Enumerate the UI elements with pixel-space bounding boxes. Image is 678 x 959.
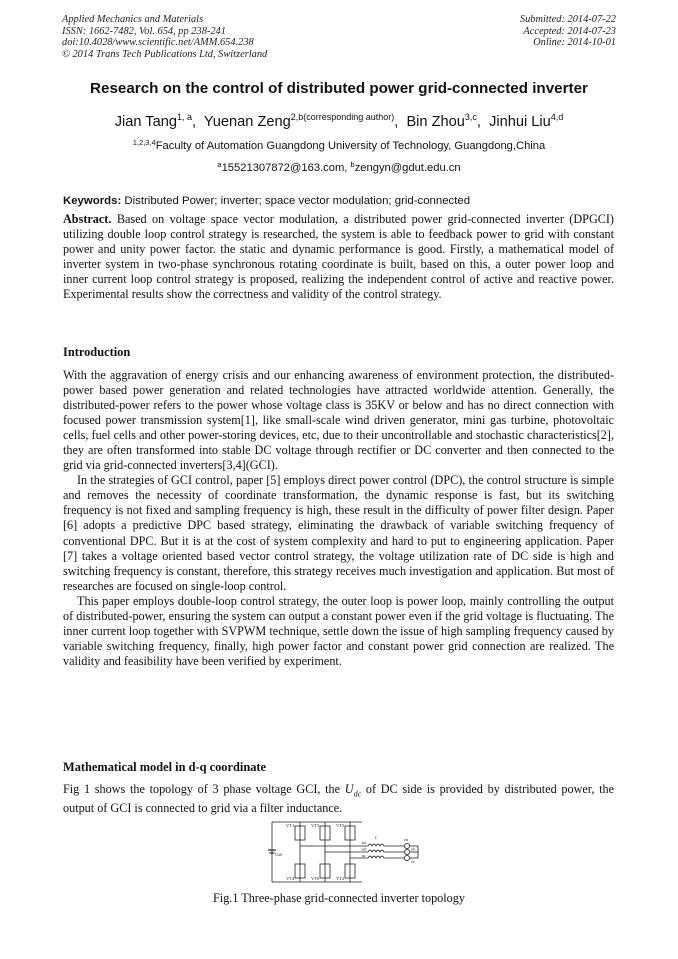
math-text-before: Fig 1 shows the topology of 3 phase voltage GCI, the <box>63 782 345 796</box>
author-affil-mark: 4,d <box>550 112 564 122</box>
paragraph: This paper employs double-loop control strategy, the outer loop is power loop, mainly controlling the output of distributed-power, ensuring the system can output a constant power even if the grid voltage is fluctuating. The inner current loop together with SVPWM technique, settle down the issue of high sampling frequency caused by variable switching frequency, finally, high power factor and constant power grid connection are realized. The validity and feasibility have been verified by experiment. <box>63 593 614 668</box>
author-affil-mark: 2,b(corresponding author) <box>290 112 395 122</box>
label-ua: ua <box>362 840 367 845</box>
author-name: Jian Tang <box>114 114 177 130</box>
introduction-body <box>63 368 614 669</box>
label-vt6: VT6 <box>311 876 320 881</box>
abstract <box>63 212 614 302</box>
label-vt1: VT1 <box>286 823 295 828</box>
author-name: Yuenan Zeng <box>203 114 291 130</box>
abstract-label: Abstract. <box>63 212 112 226</box>
author-affil-mark: 1, a <box>176 112 192 122</box>
section-heading-introduction: Introduction <box>63 345 131 359</box>
label-ub: ub <box>362 846 367 852</box>
abstract-text: Based on voltage space vector modulation, a distributed power grid-connected inverter (DPGCI) utilizing double loop control strategy is researched, the system is able to feedback power to grid with constant power and unity power factor. the static and dynamic performance is good. Firstly, a mathematical model of inverter system in two-phase synchronous rotating coordinate is built, based on this, a outer power loop and inner current loop control strategy is proposed, realizing the independent control of active and reactive power. Experimental results show the correctness and validity of the control strategy. <box>63 212 614 302</box>
section-heading-math-model: Mathematical model in d-q coordinate <box>63 760 267 774</box>
email-b: zengyn@gdut.edu.cn <box>354 162 461 174</box>
copyright-line: © 2014 Trans Tech Publications Ltd, Switzerland <box>62 48 268 60</box>
label-vt3: VT3 <box>311 823 320 828</box>
label-uc: uc <box>362 853 367 858</box>
keywords-label: Keywords: <box>63 195 122 207</box>
grid-source-c <box>404 855 409 860</box>
label-l: L <box>375 835 378 840</box>
label-eb: eb <box>411 846 416 852</box>
author-name: Jinhui Liu <box>489 114 551 130</box>
paragraph: With the aggravation of energy crisis and our enhancing awareness of environment protection, the distributed-power based power generation and related technologies have attracted worldwide attention. Generally, the distributed-power refers to the power whose voltage class is 35KV or below and has no direct connection with focused power transmission system[1], like small-scale wind driven generator, mini gas turbine, photovoltaic cells, fuel cells and other power-storing devices, etc, due to their uncontrollable and stochastic characteristics[2], they are often transformed into stable DC voltage through rectifier or DC converter and then connected to the grid via grid-connected inverters[3,4](GCI). <box>63 368 614 473</box>
udc-subscript: dc <box>353 789 362 799</box>
email-mark-b: b <box>350 160 355 169</box>
keywords-text: Distributed Power; inverter; space vector modulation; grid-connected <box>121 195 471 207</box>
author-separator: , <box>191 114 204 130</box>
journal-header-left <box>62 14 267 60</box>
inductor-c <box>368 856 384 858</box>
affiliation-mark: 1,2,3,4 <box>132 138 156 147</box>
journal-name: Applied Mechanics and Materials <box>62 14 204 25</box>
author-separator: , <box>394 114 407 130</box>
label-ea: ea <box>404 837 409 842</box>
grid-source-b <box>404 849 409 854</box>
inductor-b <box>368 850 384 852</box>
figure-caption: Fig.1 Three-phase grid-connected inverter topology <box>213 891 465 905</box>
author-affil-mark: 3,c <box>464 112 477 122</box>
inductor-a <box>368 844 384 846</box>
label-vt2: VT2 <box>336 876 345 881</box>
author-emails <box>0 160 678 174</box>
label-vt5: VT5 <box>336 823 345 828</box>
math-text-after: of DC side is provided by distributed power, the output of GCI is connected to grid via a filter inductance. <box>63 782 615 816</box>
submitted-date: Submitted: 2014-07-22 <box>519 14 616 25</box>
issn-line: ISSN: 1662-7482, Vol. 654, pp 238-241 <box>62 25 226 37</box>
paragraph: In the strategies of GCI control, paper [5] employs direct power control (DPC), the control structure is simple and removes the necessity of coordinate transformation, the dynamic response is fast, but its switching frequency is not fixed and sampling frequency is high, these result in the difficulty of power filter design. Paper [6] adopts a predictive DPC based strategy, eliminating the drawback of variable switching frequency of conventional DPC. But it is at the cost of system complexity and hard to put to engineering application. Paper [7] takes a voltage oriented based vector control strategy, the voltage utilization rate of DC side is high and switching frequency is constant, therefore, this strategy receives much investigation and application. But most of researches are focused on single-loop control. <box>63 473 614 593</box>
label-ec: ec <box>411 859 415 864</box>
keywords <box>63 195 615 207</box>
online-date: Online: 2014-10-01 <box>533 37 616 49</box>
affiliation <box>0 138 678 152</box>
grid-source-a <box>404 843 409 848</box>
affiliation-text: Faculty of Automation Guangdong University of Technology, Guangdong,China <box>155 140 546 152</box>
paper-title: Research on the control of distributed power grid-connected inverter <box>90 80 588 97</box>
math-model-text <box>63 782 614 817</box>
journal-header-right <box>520 14 616 49</box>
inverter-topology-figure <box>264 818 424 886</box>
author-list <box>0 112 678 130</box>
label-udc: Udc <box>275 852 283 857</box>
email-a: 15521307872@163.com, <box>221 162 351 174</box>
doi-line: doi:10.4028/www.scientific.net/AMM.654.238 <box>62 37 254 49</box>
email-mark-a: a <box>217 160 222 169</box>
author-name: Bin Zhou <box>406 114 465 130</box>
accepted-date: Accepted: 2014-07-23 <box>523 25 616 37</box>
author-separator: , <box>476 114 490 130</box>
label-vt4: VT4 <box>286 876 295 881</box>
udc-symbol: U <box>344 782 354 796</box>
